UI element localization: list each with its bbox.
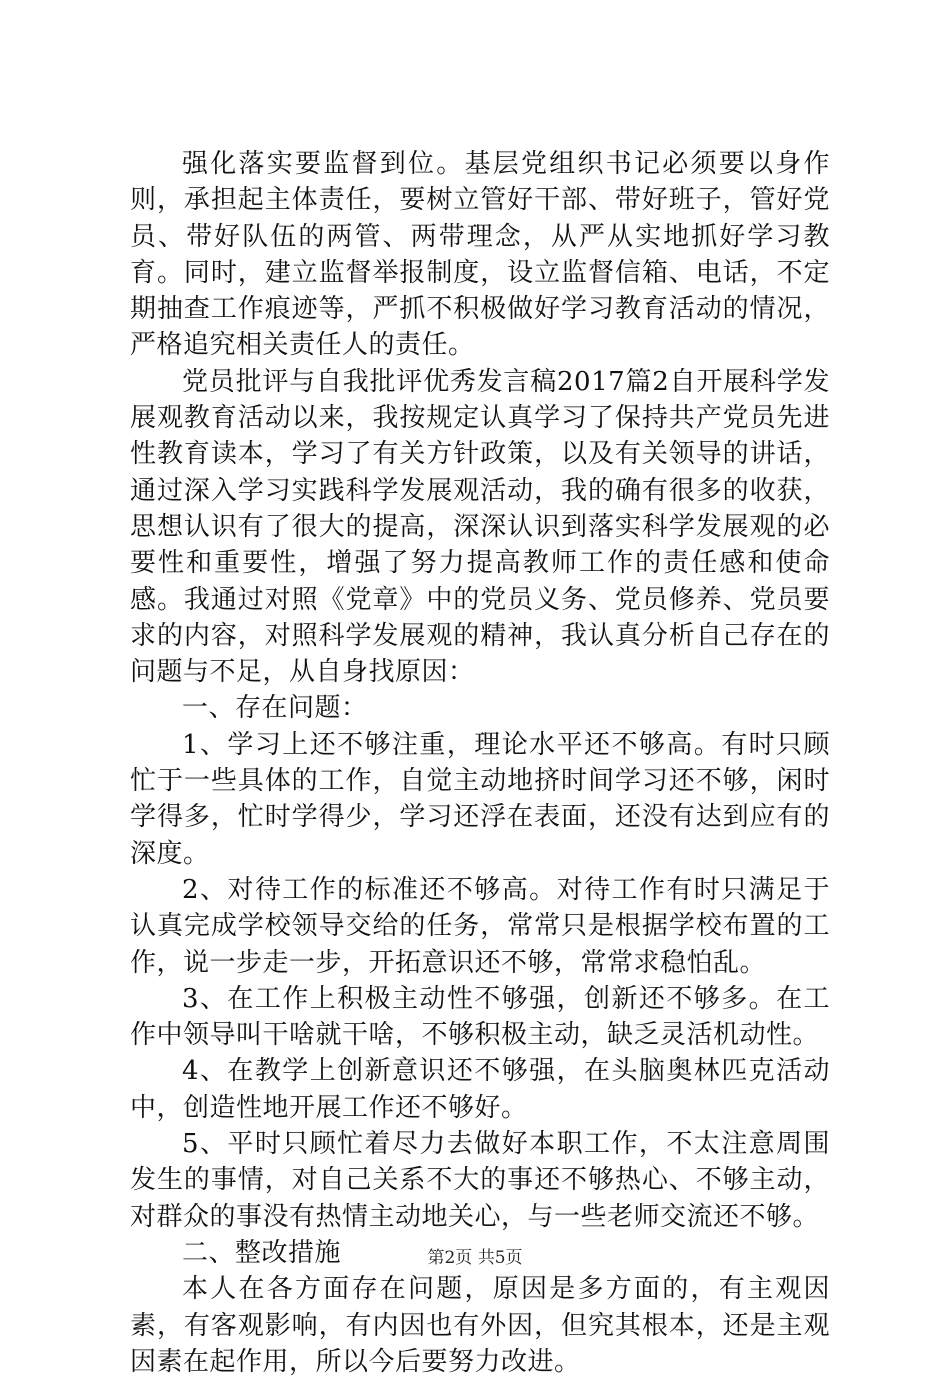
list-item-problem-5: 5、平时只顾忙着尽力去做好本职工作，不太注意周围发生的事情，对自己关系不大的事还不够热心、不够主动，对群众的事没有热情主动地关心，与一些老师交流还不够。 (130, 1129, 830, 1232)
heading-rectification-measures: 二、整改措施 (182, 1237, 342, 1268)
list-item-problem-3: 3、在工作上积极主动性不够强，创新还不够多。在工作中领导叫干啥就干啥，不够积极主动，缺乏灵活机动性。 (130, 983, 830, 1051)
list-item-problem-1: 1、学习上还不够注重，理论水平还不够高。有时只顾忙于一些具体的工作，自觉主动地挤时间学习还不够，闲时学得多，忙时学得少，学习还浮在表面，还没有达到应有的深度。 (130, 729, 830, 869)
document-body (130, 146, 830, 1380)
list-item-problem-2: 2、对待工作的标准还不够高。对待工作有时只满足于认真完成学校领导交给的任务，常常只是根据学校布置的工作，说一步走一步，开拓意识还不够，常常求稳怕乱。 (130, 874, 830, 978)
paragraph-speech-intro: 党员批评与自我批评优秀发言稿2017篇2自开展科学发展观教育活动以来，我按规定认真学习了保持共产党员先进性教育读本，学习了有关方针政策，以及有关领导的讲话，通过深入学习实践科学发展观活动，我的确有很多的收获，思想认识有了很大的提高，深深认识到落实科学发展观的必要性和重要性，增强了努力提高教师工作的责任感和使命感。我通过对照《党章》中的党员义务、党员修养、党员要求的内容，对照科学发展观的精神，我认真分析自己存在的问题与不足，从自身找原因： (130, 366, 830, 688)
paragraph-rectification: 本人在各方面存在问题，原因是多方面的，有主观因素，有客观影响，有内因也有外因，但究其根本，还是主观因素在起作用，所以今后要努力改进。 (130, 1274, 830, 1377)
heading-existing-problems: 一、存在问题： (182, 693, 368, 724)
paragraph-supervision: 强化落实要监督到位。基层党组织书记必须要以身作则，承担起主体责任，要树立管好干部、带好班子，管好党员、带好队伍的两管、两带理念，从严从实地抓好学习教育。同时，建立监督举报制度，设立监督信箱、电话，不定期抽查工作痕迹等，严抓不积极做好学习教育活动的情况，严格追究相关责任人的责任。 (130, 149, 830, 361)
list-item-problem-4: 4、在教学上创新意识还不够强，在头脑奥林匹克活动中，创造性地开展工作还不够好。 (130, 1056, 830, 1123)
page-number-footer: 第2页 共5页 (427, 1248, 523, 1268)
